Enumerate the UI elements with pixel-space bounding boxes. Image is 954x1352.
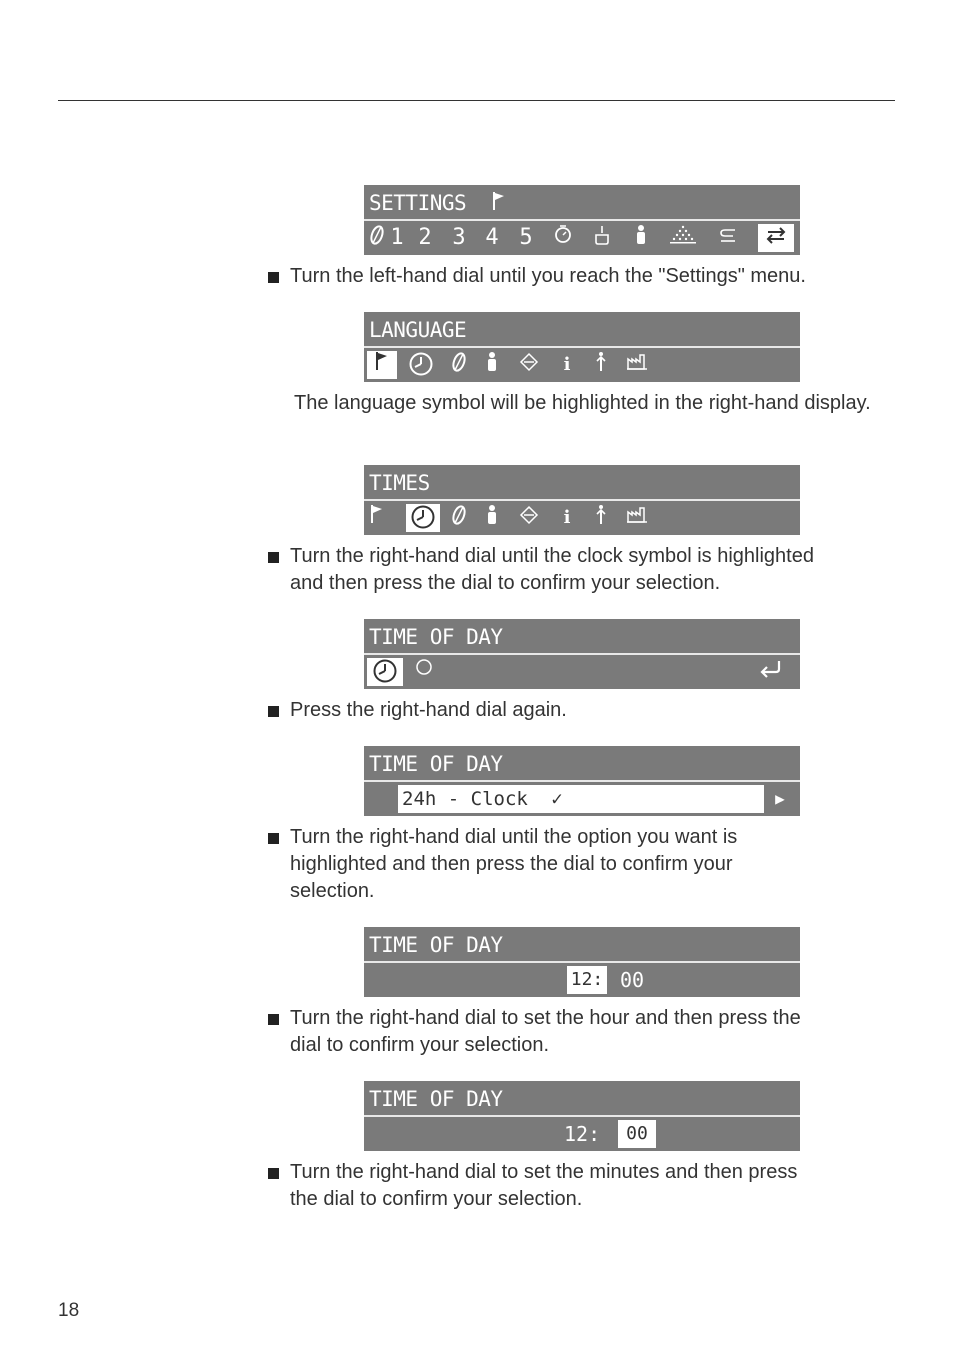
display-time-row: [364, 1117, 800, 1151]
diamond-arrow-icon: [518, 351, 540, 379]
clock-icon: [406, 351, 436, 379]
program-digit: 3: [452, 225, 466, 250]
check-icon: ✓: [551, 788, 563, 810]
program-digit: 1: [390, 225, 404, 250]
clock-icon: [406, 504, 440, 532]
instruction-step: [268, 697, 567, 724]
time-of-day-display: [364, 927, 800, 997]
language-display: [364, 312, 800, 382]
option-label: 24h - Clock: [402, 788, 528, 810]
display-symbol-row: [364, 348, 800, 382]
display-time-row: [364, 963, 800, 997]
cup-icon: [592, 224, 612, 252]
time-of-day-display: [364, 619, 800, 689]
person-icon: [632, 224, 650, 252]
program-digit: 5: [519, 225, 533, 250]
leaf-icon: [450, 351, 468, 379]
display-title: LANGUAGE: [364, 312, 800, 348]
note-paragraph: The language symbol will be highlighted in the right-hand display.: [294, 392, 871, 414]
time-of-day-display: [364, 746, 800, 816]
flag-icon: [367, 504, 387, 532]
instruction-text: Turn the right-hand dial until the option you want is: [290, 826, 738, 848]
display-title: TIME OF DAY: [364, 1081, 800, 1117]
instruction-text: dial to confirm your selection.: [290, 1034, 550, 1056]
display-title: TIMES: [364, 465, 800, 501]
hour-field: 12:: [567, 966, 607, 994]
timer-icon: [552, 224, 574, 252]
instruction-text: and then press the dial to confirm your selection.: [290, 572, 721, 594]
clock-icon: [367, 658, 403, 686]
person-icon: [485, 504, 499, 532]
minute-field: 00: [618, 1120, 656, 1148]
play-arrow-icon: ▶: [775, 789, 785, 808]
leaf-icon: [450, 504, 468, 532]
circle-icon: [414, 658, 434, 686]
settings-arrows-icon: [758, 224, 794, 252]
program-digit: 4: [485, 225, 499, 250]
flag-icon: [492, 186, 506, 222]
info-icon: i: [563, 507, 571, 528]
instruction-step: [268, 1159, 797, 1213]
instruction-text: Turn the left-hand dial until you reach the "Settings" menu.: [290, 265, 806, 287]
steam-icon: [666, 224, 700, 252]
instruction-step: [268, 543, 814, 597]
page-number: 18: [58, 1300, 80, 1321]
hour-value: 12:: [564, 1122, 601, 1146]
times-display: [364, 465, 800, 535]
factory-icon: [626, 351, 648, 379]
time-of-day-display: [364, 1081, 800, 1151]
instruction-text: highlighted and then press the dial to confirm your: [290, 853, 733, 875]
option-field: [398, 785, 764, 813]
display-title: TIME OF DAY: [364, 927, 800, 963]
factory-icon: [626, 504, 648, 532]
person-arrow-icon: [593, 351, 609, 379]
person-arrow-icon: [593, 504, 609, 532]
display-symbol-row: [364, 501, 800, 535]
display-symbol-row: [364, 221, 800, 255]
info-icon: i: [563, 354, 571, 375]
instruction-text: the dial to confirm your selection.: [290, 1188, 583, 1210]
instruction-step: [268, 824, 737, 905]
display-symbol-row: [364, 655, 800, 689]
display-title: SETTINGS: [364, 185, 800, 221]
display-title: TIME OF DAY: [364, 619, 800, 655]
instruction-text: Press the right-hand dial again.: [290, 699, 567, 721]
instruction-step: [268, 1005, 801, 1059]
program-digit: 2: [418, 225, 432, 250]
minute-value: 00: [619, 968, 645, 992]
instruction-text: selection.: [290, 880, 375, 902]
wave-icon: [718, 224, 738, 252]
instruction-text: Turn the right-hand dial until the clock symbol is highlighted: [290, 545, 814, 567]
settings-display: [364, 185, 800, 255]
display-title: TIME OF DAY: [364, 746, 800, 782]
instruction-text: Turn the right-hand dial to set the hour and then press the: [290, 1007, 801, 1029]
person-icon: [485, 351, 499, 379]
leaf-icon: [368, 224, 386, 252]
flag-icon: [367, 351, 397, 379]
diamond-arrow-icon: [518, 504, 540, 532]
return-icon: [756, 658, 784, 686]
display-option-row: [364, 782, 800, 816]
instruction-text: Turn the right-hand dial to set the minutes and then press: [290, 1161, 798, 1183]
instruction-step: [268, 263, 806, 290]
header-rule: [58, 100, 895, 101]
